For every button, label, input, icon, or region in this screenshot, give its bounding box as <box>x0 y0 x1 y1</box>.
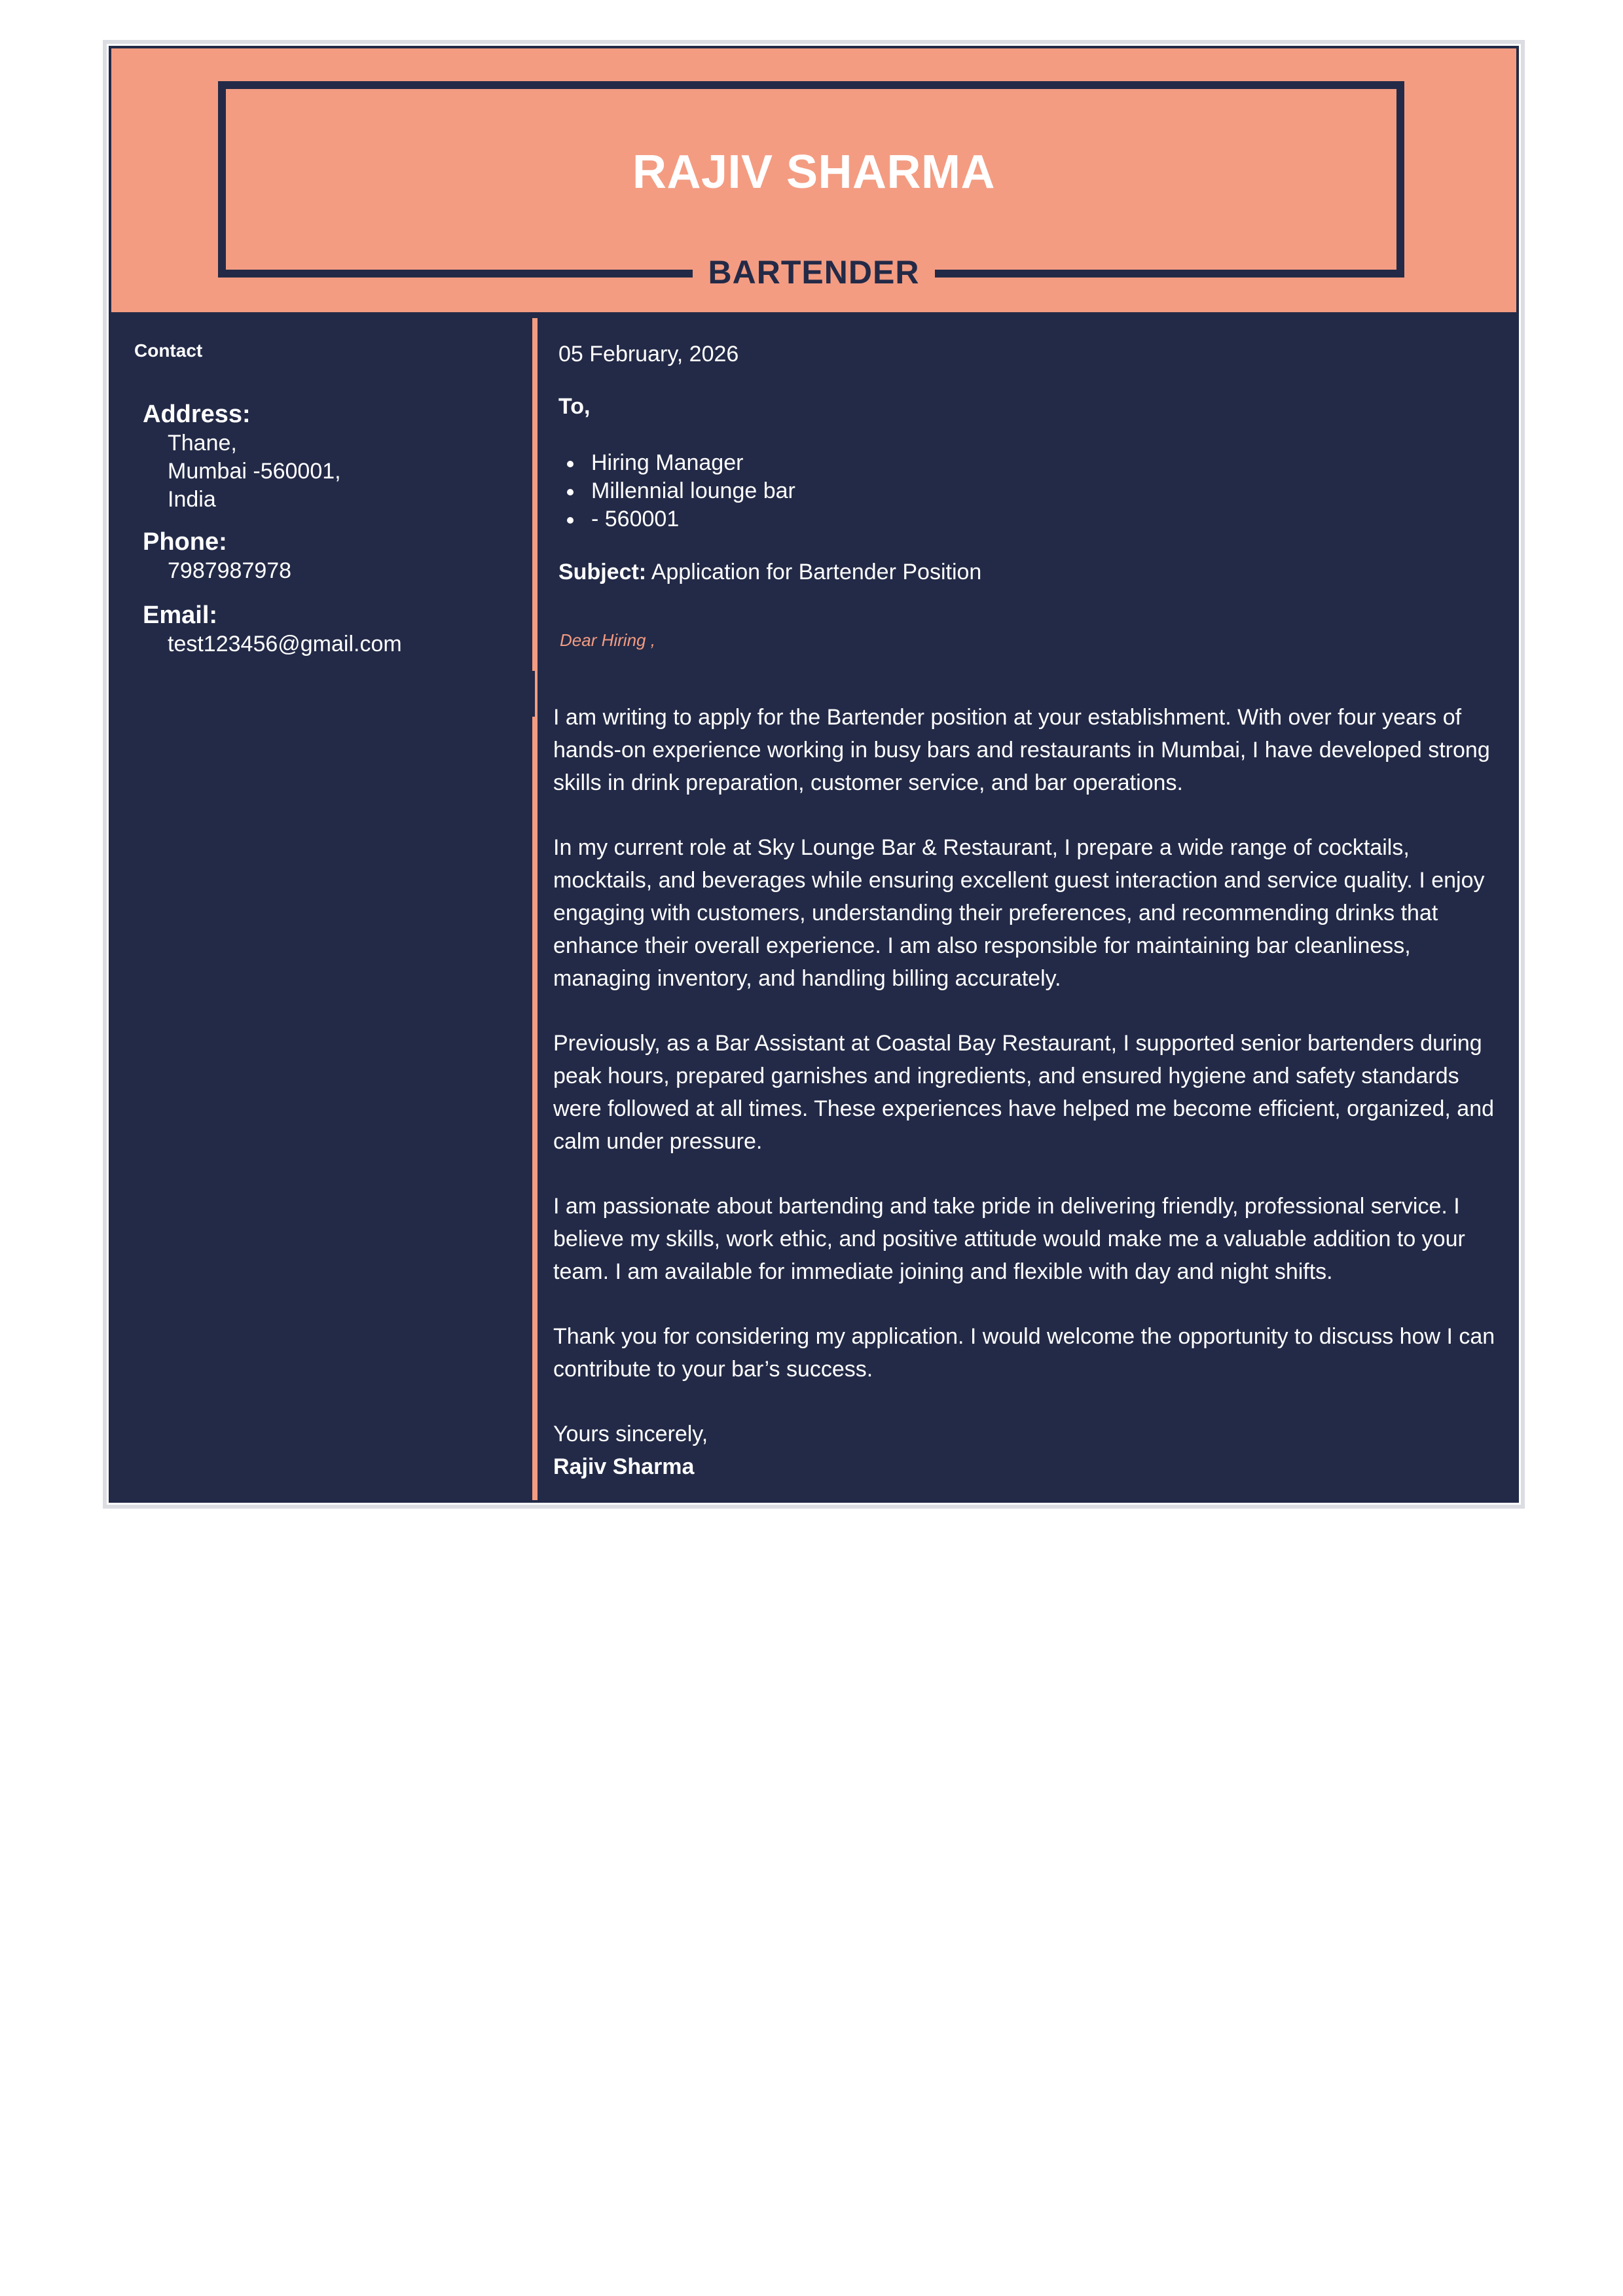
to-label: To, <box>558 394 591 419</box>
subject-line <box>558 560 981 585</box>
body-paragraph: Thank you for considering my application. I would welcome the opportunity to discuss how I can contribute to your bar’s success. <box>553 1324 1495 1382</box>
body-paragraph: I am passionate about bartending and take pride in delivering friendly, professional service. I believe my skills, work ethic, and positive attitude would make me a valuable addition to your team. I am available for immediate joining and flexible with day and night shifts. <box>553 1194 1465 1284</box>
letter-body <box>553 701 1503 1483</box>
divider-notch <box>532 671 535 717</box>
closing-text: Yours sincerely, <box>553 1422 708 1446</box>
phone-value: 7987987978 <box>168 558 292 583</box>
contact-heading: Contact <box>134 340 203 361</box>
salutation: Dear Hiring , <box>560 630 655 650</box>
phone-label: Phone: <box>143 528 227 556</box>
address-line: Thane, <box>168 431 237 456</box>
column-divider <box>532 318 538 1500</box>
body-paragraph: Previously, as a Bar Assistant at Coastal Bay Restaurant, I supported senior bartenders during peak hours, prepared garnishes and ingredients, and ensured hygiene and safety standards were followed at all times. These experiences have helped me become efficient, organized, and calm under pressure. <box>553 1031 1495 1154</box>
recipient-line: - 560001 <box>558 505 795 533</box>
body-paragraph: In my current role at Sky Lounge Bar & Restaurant, I prepare a wide range of cocktails, mocktails, and beverages while ensuring excellent guest interaction and service quality. I enjoy engaging with customers, understanding their preferences, and recommending drinks that enhance their overall experience. I am also responsible for maintaining bar cleanliness, managing inventory, and handling billing accurately. <box>553 835 1485 991</box>
address-line: Mumbai -560001, <box>168 459 341 484</box>
signature-name: Rajiv Sharma <box>553 1454 695 1479</box>
closing-line <box>553 1418 1503 1483</box>
address-value <box>168 429 341 514</box>
email-value: test123456@gmail.com <box>168 632 402 656</box>
email-label: Email: <box>143 601 218 629</box>
body-paragraph: I am writing to apply for the Bartender position at your establishment. With over four years of hands-on experience working in busy bars and restaurants in Mumbai, I have developed strong skills in drink preparation, customer service, and bar operations. <box>553 705 1490 795</box>
subject-text: Application for Bartender Position <box>646 560 982 584</box>
job-title: BARTENDER <box>693 249 935 296</box>
address-label: Address: <box>143 401 251 428</box>
recipient-line: Millennial lounge bar <box>558 477 795 505</box>
recipient-line: Hiring Manager <box>558 449 795 477</box>
recipient-list <box>558 449 795 533</box>
subject-label: Subject: <box>558 560 647 584</box>
address-line: India <box>168 487 216 512</box>
letter-date: 05 February, 2026 <box>558 342 739 367</box>
applicant-name: RAJIV SHARMA <box>632 146 996 198</box>
